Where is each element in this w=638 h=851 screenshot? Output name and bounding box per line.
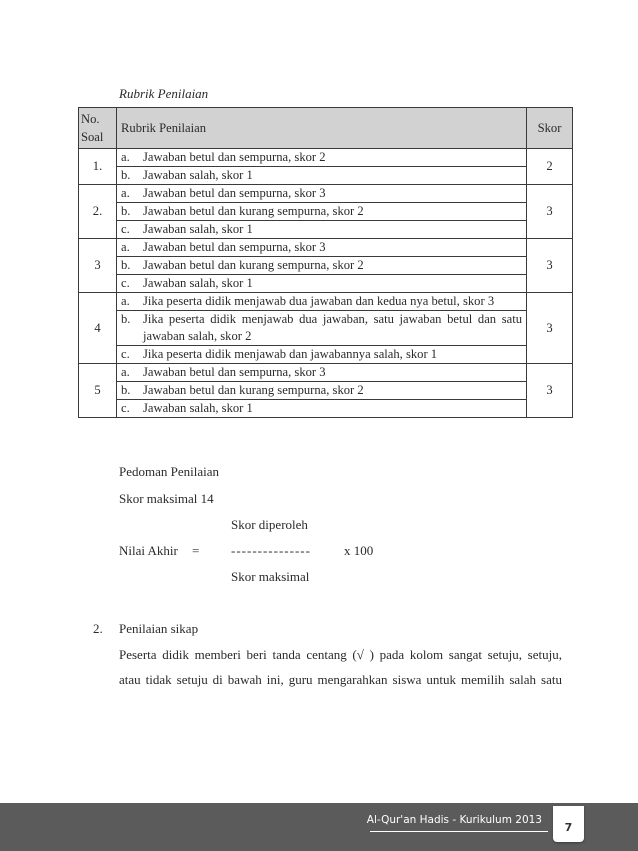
- section-paragraph: [119, 642, 562, 692]
- page-footer: [0, 803, 638, 851]
- score-cell: 2: [527, 149, 573, 185]
- rubric-item: c. Jawaban salah, skor 1: [117, 221, 527, 239]
- formula-fraction-line: ---------------: [231, 543, 311, 558]
- table-row: [79, 203, 573, 221]
- table-row: [79, 149, 573, 167]
- header-no: No. Soal: [79, 108, 117, 149]
- paragraph-line: atau tidak setuju di bawah ini, guru mengarahkan siswa untuk memilih salah satu: [119, 672, 562, 687]
- rubric-item: a. Jawaban betul dan sempurna, skor 3: [117, 185, 527, 203]
- formula-denominator: Skor maksimal: [231, 569, 310, 584]
- header-score: Skor: [527, 108, 573, 149]
- rubric-item: c. Jawaban salah, skor 1: [117, 275, 527, 293]
- header-rubric: Rubrik Penilaian: [117, 108, 527, 149]
- formula-numerator: Skor diperoleh: [231, 517, 308, 532]
- table-header-row: [79, 108, 573, 149]
- table-row: [79, 364, 573, 382]
- question-number: 3: [79, 239, 117, 293]
- formula-label: Nilai Akhir: [119, 543, 178, 558]
- table-row: [79, 346, 573, 364]
- table-row: [79, 275, 573, 293]
- rubric-item: a. Jawaban betul dan sempurna, skor 3: [117, 364, 527, 382]
- question-number: 5: [79, 364, 117, 418]
- paragraph-line: Peserta didik memberi beri tanda centang (√ ) pada kolom sangat setuju, setuju,: [119, 647, 562, 662]
- page-number: 7: [553, 806, 584, 842]
- score-cell: 3: [527, 185, 573, 239]
- rubric-item: c. Jika peserta didik menjawab dan jawabannya salah, skor 1: [117, 346, 527, 364]
- table-row: [79, 311, 573, 346]
- rubric-item: c. Jawaban salah, skor 1: [117, 400, 527, 418]
- score-cell: 3: [527, 364, 573, 418]
- max-score-text: Skor maksimal 14: [119, 491, 214, 506]
- footer-title: Al-Qur'an Hadis - Kurikulum 2013: [366, 814, 542, 826]
- rubric-heading: Rubrik Penilaian: [119, 86, 209, 101]
- section-title: Penilaian sikap: [119, 621, 199, 636]
- table-row: [79, 382, 573, 400]
- table-row: [79, 293, 573, 311]
- rubric-item: b. Jawaban salah, skor 1: [117, 167, 527, 185]
- table-row: [79, 257, 573, 275]
- section-number: 2.: [93, 621, 103, 636]
- score-cell: 3: [527, 239, 573, 293]
- question-number: 2.: [79, 185, 117, 239]
- guidance-title: Pedoman Penilaian: [119, 464, 220, 479]
- question-number: 1.: [79, 149, 117, 185]
- footer-underline: [370, 831, 548, 832]
- table-row: [79, 400, 573, 418]
- rubric-table: [78, 107, 573, 418]
- formula-equals: =: [192, 543, 200, 558]
- question-number: 4: [79, 293, 117, 364]
- rubric-item: b. Jawaban betul dan kurang sempurna, skor 2: [117, 203, 527, 221]
- rubric-item: a. Jika peserta didik menjawab dua jawaban dan kedua nya betul, skor 3: [117, 293, 527, 311]
- rubric-item: b. Jawaban betul dan kurang sempurna, skor 2: [117, 382, 527, 400]
- rubric-item: b. Jika peserta didik menjawab dua jawaban, satu jawaban betul dan satu jawaban salah, skor 2: [117, 311, 527, 346]
- formula-multiplier: x 100: [344, 543, 374, 558]
- rubric-item: b. Jawaban betul dan kurang sempurna, skor 2: [117, 257, 527, 275]
- rubric-item: a. Jawaban betul dan sempurna, skor 3: [117, 239, 527, 257]
- score-cell: 3: [527, 293, 573, 364]
- table-row: [79, 167, 573, 185]
- rubric-item: a. Jawaban betul dan sempurna, skor 2: [117, 149, 527, 167]
- table-row: [79, 221, 573, 239]
- table-row: [79, 239, 573, 257]
- table-row: [79, 185, 573, 203]
